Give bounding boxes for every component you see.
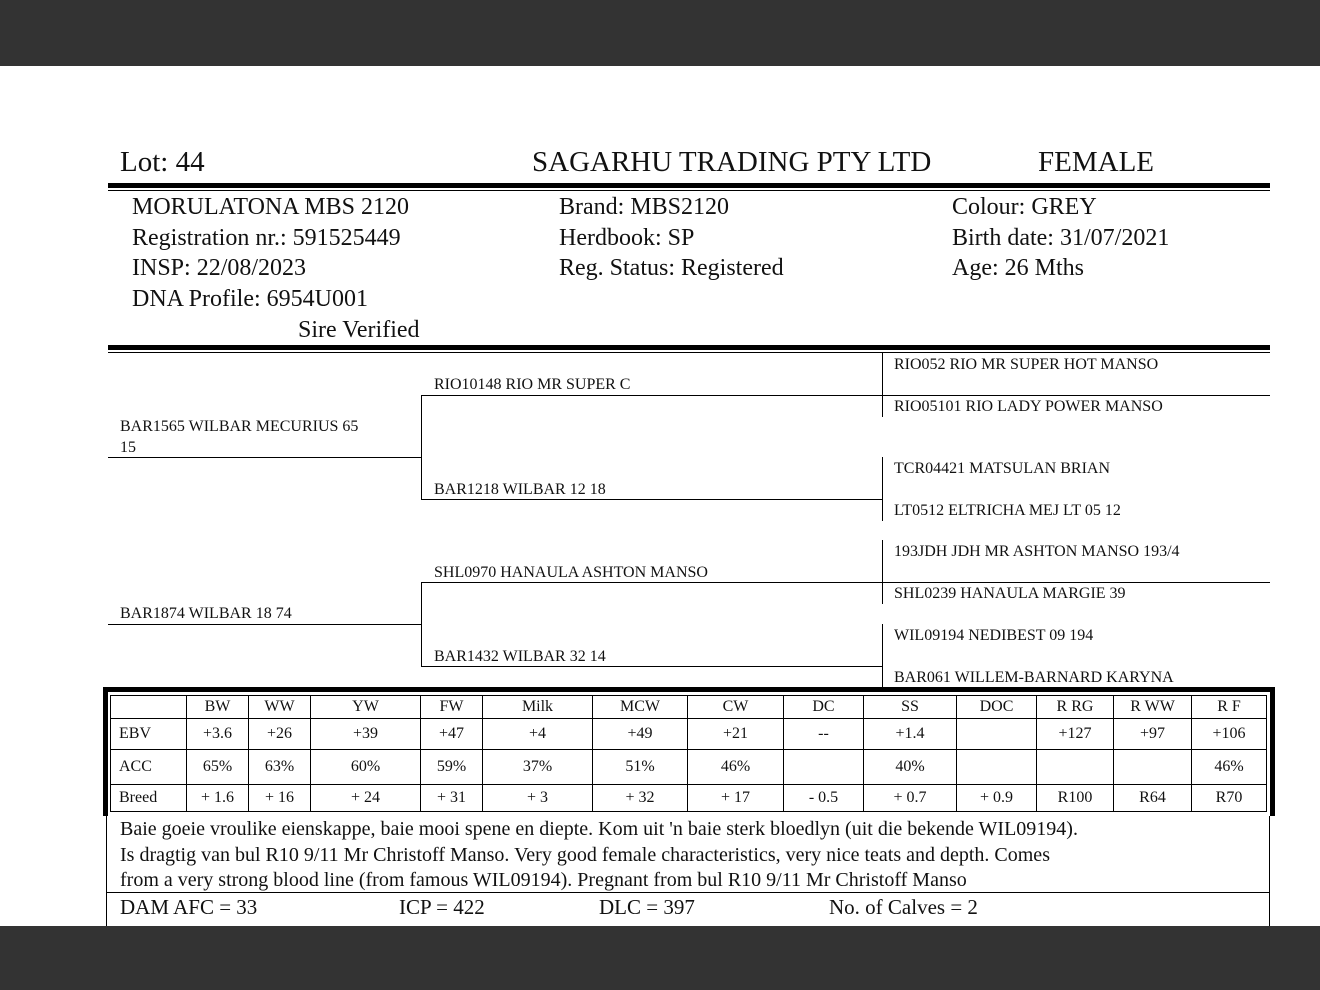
ebv-cell: - 0.5 (784, 785, 864, 812)
remarks-line: Is dragtig van bul R10 9/11 Mr Christoff Manso. Very good female characteristics, very nice teats and depth. Comes (120, 844, 1050, 866)
ebv-cell: 51% (593, 750, 688, 785)
ebv-cell: + 16 (249, 785, 311, 812)
ebv-cell: -- (784, 719, 864, 750)
pedigree-line (882, 395, 1270, 396)
lot-number: Lot: 44 (120, 146, 205, 178)
ebv-frame-right (1270, 687, 1275, 816)
ebv-cell: R100 (1037, 785, 1114, 812)
ebv-cell: +26 (249, 719, 311, 750)
dam-dlc: DLC = 397 (599, 895, 695, 919)
registration-number: Registration nr.: 591525449 (132, 225, 401, 251)
ebv-cell: 60% (311, 750, 421, 785)
age: Age: 26 Mths (952, 255, 1084, 281)
inspection-date: INSP: 22/08/2023 (132, 255, 307, 281)
ebv-col-header: SS (864, 696, 957, 719)
sire-verified: Sire Verified (298, 317, 420, 343)
remarks-line: from a very strong blood line (from famous WIL09194). Pregnant from bul R10 9/11 Mr Christoff Manso (120, 869, 967, 891)
ebv-cell: 46% (688, 750, 784, 785)
ebv-col-header: YW (311, 696, 421, 719)
ebv-cell: 63% (249, 750, 311, 785)
viewer-bottom-bar (0, 926, 1320, 990)
ebv-col-header: R F (1192, 696, 1267, 719)
viewer-top-bar (0, 0, 1320, 66)
ebv-cell: 65% (187, 750, 249, 785)
pedigree-ggp-1: RIO052 RIO MR SUPER HOT MANSO (894, 356, 1159, 373)
ebv-cell: +47 (421, 719, 483, 750)
ebv-table (110, 695, 1267, 812)
ebv-cell: + 31 (421, 785, 483, 812)
dam-stats-row (106, 892, 1270, 926)
ebv-col-header: R WW (1114, 696, 1192, 719)
pedigree-ggp-3: TCR04421 MATSULAN BRIAN (894, 460, 1111, 477)
pedigree-sire-dam: BAR1218 WILBAR 12 18 (434, 481, 606, 498)
ebv-row-label: EBV (111, 719, 187, 750)
ebv-cell (1037, 750, 1114, 785)
ebv-cell: + 0.7 (864, 785, 957, 812)
ebv-col-header: BW (187, 696, 249, 719)
ebv-cell: +49 (593, 719, 688, 750)
ebv-cell: + 32 (593, 785, 688, 812)
pedigree-dam-sire: SHL0970 HANAULA ASHTON MANSO (434, 564, 708, 581)
breed-row (111, 785, 1267, 812)
ebv-col-header: DOC (957, 696, 1037, 719)
pedigree-line (421, 582, 422, 667)
pedigree-line (882, 582, 1270, 583)
animal-sex: FEMALE (1038, 146, 1154, 178)
pedigree-sire-sire: RIO10148 RIO MR SUPER C (434, 376, 631, 393)
colour: Colour: GREY (952, 194, 1097, 220)
info-rule-thick (108, 345, 1270, 350)
ebv-cell (784, 750, 864, 785)
ebv-cell (957, 719, 1037, 750)
ebv-cell: +1.4 (864, 719, 957, 750)
ebv-col-header: FW (421, 696, 483, 719)
ebv-row-label: Breed (111, 785, 187, 812)
ebv-cell: +4 (483, 719, 593, 750)
ebv-col-header: DC (784, 696, 864, 719)
herdbook: Herdbook: SP (559, 225, 695, 251)
pedigree-ggp-2: RIO05101 RIO LADY POWER MANSO (894, 398, 1163, 415)
pedigree-dam-dam: BAR1432 WILBAR 32 14 (434, 648, 606, 665)
dam-icp: ICP = 422 (399, 895, 485, 919)
ebv-cell: +106 (1192, 719, 1267, 750)
pedigree-line (882, 540, 883, 604)
pedigree-ggp-8: BAR061 WILLEM-BARNARD KARYNA (894, 669, 1174, 686)
seller-name: SAGARHU TRADING PTY LTD (532, 146, 932, 178)
ebv-col-header: CW (688, 696, 784, 719)
pedigree-line (421, 666, 883, 667)
ebv-header-row (111, 696, 1267, 719)
ebv-cell: R70 (1192, 785, 1267, 812)
remarks-box (106, 816, 1270, 892)
ebv-frame-left (103, 687, 108, 816)
pedigree-sire-cont: 15 (120, 439, 136, 456)
dna-profile: DNA Profile: 6954U001 (132, 286, 368, 312)
pedigree-line (882, 457, 883, 521)
ebv-cell: + 0.9 (957, 785, 1037, 812)
ebv-cell: +39 (311, 719, 421, 750)
pedigree-line (421, 499, 883, 500)
ebv-cell: 40% (864, 750, 957, 785)
pedigree-line (882, 624, 883, 688)
ebv-cell: 59% (421, 750, 483, 785)
pedigree-dam: BAR1874 WILBAR 18 74 (120, 605, 292, 622)
ebv-cell: R64 (1114, 785, 1192, 812)
pedigree-line (421, 395, 883, 396)
pedigree-line (108, 624, 422, 625)
dam-afc: DAM AFC = 33 (120, 895, 258, 919)
header-rule-thick (108, 183, 1270, 188)
info-rule-thin (108, 352, 1270, 353)
ebv-row (111, 719, 1267, 750)
acc-row (111, 750, 1267, 785)
dam-calves: No. of Calves = 2 (829, 895, 978, 919)
pedigree-ggp-7: WIL09194 NEDIBEST 09 194 (894, 627, 1094, 644)
header-rule-thin (108, 190, 1270, 191)
ebv-cell: +127 (1037, 719, 1114, 750)
ebv-frame-top (103, 687, 1275, 692)
pedigree-line (882, 353, 883, 417)
birth-date: Birth date: 31/07/2021 (952, 225, 1170, 251)
ebv-cell: + 1.6 (187, 785, 249, 812)
ebv-cell (1114, 750, 1192, 785)
pedigree-ggp-6: SHL0239 HANAULA MARGIE 39 (894, 585, 1126, 602)
ebv-cell: + 3 (483, 785, 593, 812)
pedigree-ggp-4: LT0512 ELTRICHA MEJ LT 05 12 (894, 502, 1121, 519)
ebv-col-header: R RG (1037, 696, 1114, 719)
ebv-cell: +21 (688, 719, 784, 750)
pedigree-sire: BAR1565 WILBAR MECURIUS 65 (120, 418, 359, 435)
pedigree-line (108, 457, 422, 458)
ebv-cell: + 17 (688, 785, 784, 812)
pedigree-ggp-5: 193JDH JDH MR ASHTON MANSO 193/4 (894, 543, 1180, 560)
ebv-cell: +97 (1114, 719, 1192, 750)
ebv-cell: +3.6 (187, 719, 249, 750)
ebv-corner-cell (111, 696, 187, 719)
ebv-col-header: Milk (483, 696, 593, 719)
ebv-row-label: ACC (111, 750, 187, 785)
ebv-cell (957, 750, 1037, 785)
brand: Brand: MBS2120 (559, 194, 730, 220)
ebv-cell: 37% (483, 750, 593, 785)
pedigree-line (421, 395, 422, 500)
registration-status: Reg. Status: Registered (559, 255, 784, 281)
ebv-cell: 46% (1192, 750, 1267, 785)
pedigree-line (421, 582, 883, 583)
ebv-col-header: WW (249, 696, 311, 719)
ebv-col-header: MCW (593, 696, 688, 719)
ebv-cell: + 24 (311, 785, 421, 812)
remarks-line: Baie goeie vroulike eienskappe, baie mooi spene en diepte. Kom uit 'n baie sterk bloedlyn (uit die bekende WIL09194). (120, 818, 1078, 840)
animal-name: MORULATONA MBS 2120 (132, 194, 409, 220)
